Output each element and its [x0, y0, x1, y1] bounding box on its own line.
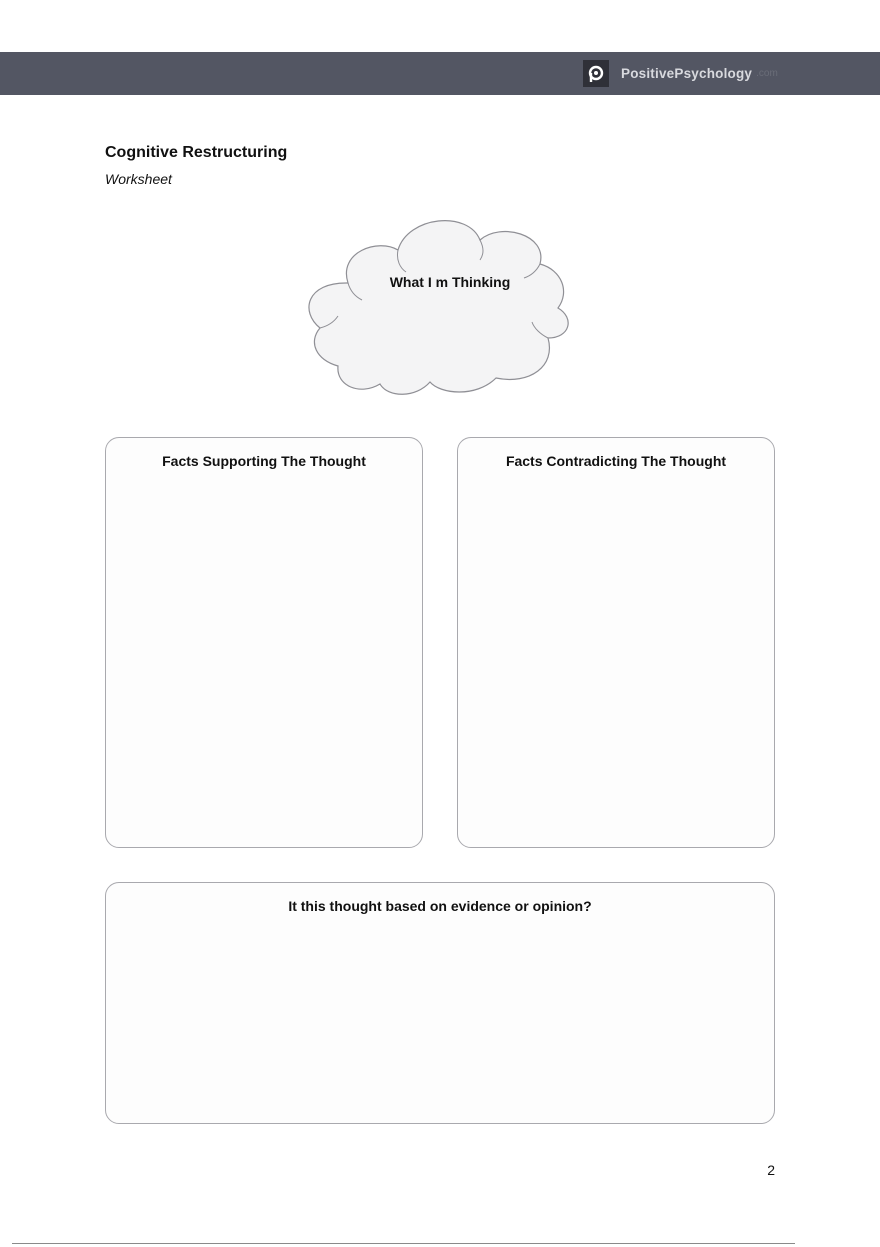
page-subtitle: Worksheet	[105, 171, 172, 187]
brand	[583, 60, 778, 87]
supporting-facts-box[interactable]	[105, 437, 423, 848]
brand-tld: .com	[756, 68, 778, 79]
contradicting-facts-box[interactable]	[457, 437, 775, 848]
footer-divider	[12, 1243, 795, 1244]
positive-psychology-logo-icon	[583, 60, 609, 87]
evidence-opinion-box[interactable]	[105, 882, 775, 1124]
thought-cloud-shape	[300, 210, 580, 400]
brand-name: PositivePsychology	[621, 66, 753, 81]
evidence-opinion-title: It this thought based on evidence or opinion?	[288, 898, 592, 914]
thought-cloud	[300, 210, 580, 400]
logo-glyph-icon	[588, 65, 604, 83]
page-number: 2	[767, 1162, 775, 1178]
page-title: Cognitive Restructuring	[105, 144, 288, 161]
supporting-facts-title: Facts Supporting The Thought	[162, 453, 366, 469]
contradicting-facts-title: Facts Contradicting The Thought	[505, 453, 727, 469]
header-bar	[0, 52, 880, 95]
thought-cloud-label: What I m Thinking	[389, 274, 511, 290]
